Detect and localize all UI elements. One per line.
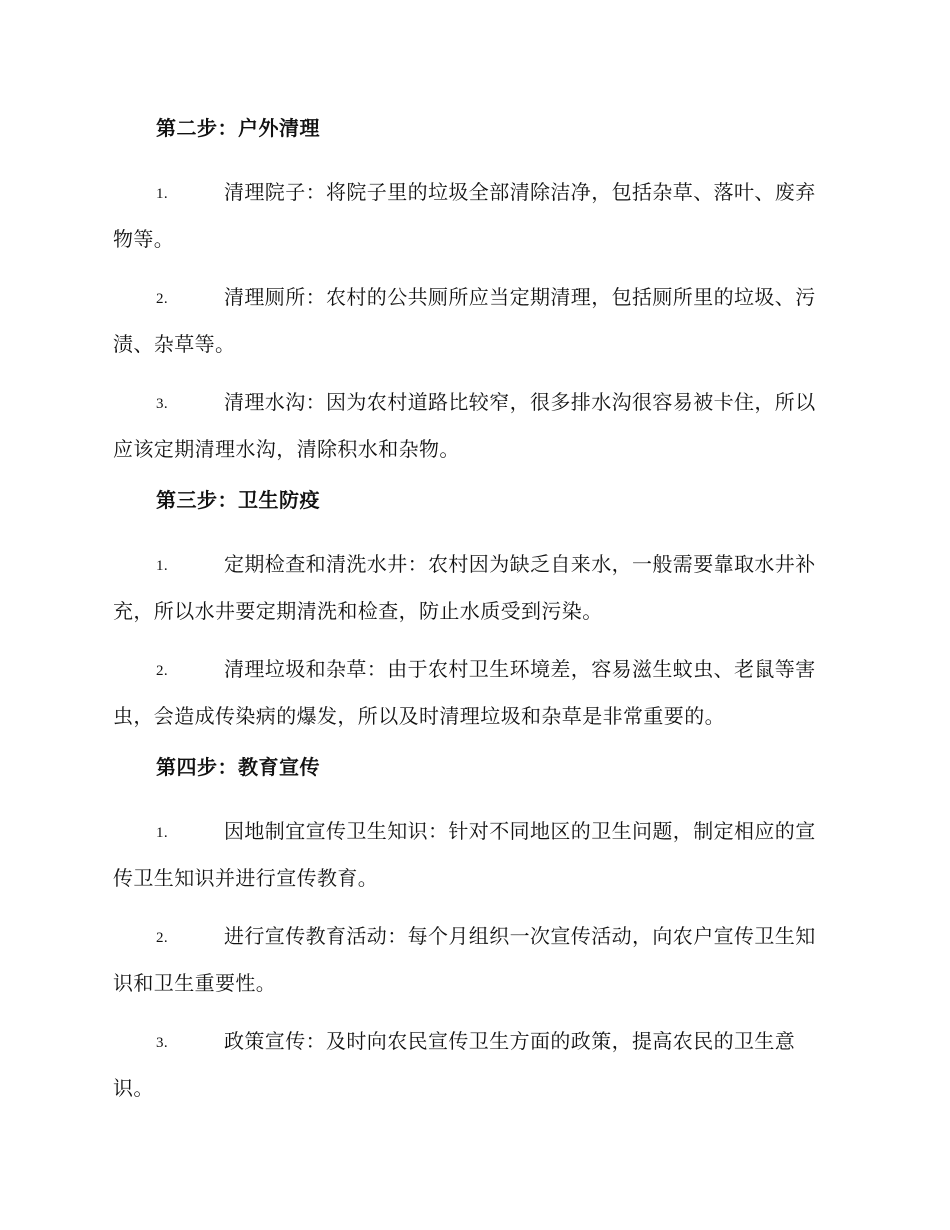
list-item	[113, 542, 835, 634]
list-item-text: 清理院子：将院子里的垃圾全部清除洁净，包括杂草、落叶、废弃物等。	[113, 180, 816, 251]
list-item-number: 2.	[156, 930, 169, 946]
list-item-number: 1.	[156, 186, 169, 202]
list-item-text: 因地制宜宣传卫生知识：针对不同地区的卫生问题，制定相应的宣传卫生知识并进行宣传教育。	[113, 819, 816, 890]
list-item	[113, 914, 835, 1006]
list-item-text: 清理垃圾和杂草：由于农村卫生环境差，容易滋生蚊虫、老鼠等害虫，会造成传染病的爆发，所以及时清理垃圾和杂草是非常重要的。	[113, 657, 816, 728]
list-item	[113, 1019, 835, 1111]
list-item-number: 2.	[156, 663, 169, 679]
list-item	[113, 170, 835, 262]
list-item-number: 1.	[156, 558, 169, 574]
list-item	[113, 275, 835, 367]
list-item	[113, 809, 835, 901]
list-item	[113, 647, 835, 739]
list-item-number: 2.	[156, 291, 169, 307]
list-item-text: 定期检查和清洗水井：农村因为缺乏自来水，一般需要靠取水井补充，所以水井要定期清洗和检查，防止水质受到污染。	[113, 552, 816, 623]
list-item-text: 清理水沟：因为农村道路比较窄，很多排水沟很容易被卡住，所以应该定期清理水沟，清除积水和杂物。	[113, 390, 816, 461]
list-item-text: 进行宣传教育活动：每个月组织一次宣传活动，向农户宣传卫生知识和卫生重要性。	[113, 924, 816, 995]
section-heading-education-publicity: 第四步：教育宣传	[156, 755, 320, 779]
section-heading-sanitation-epidemic-prevention: 第三步：卫生防疫	[156, 488, 320, 512]
list-item-number: 1.	[156, 825, 169, 841]
document-body	[113, 112, 835, 1124]
list-item-number: 3.	[156, 1035, 169, 1051]
section-heading-outdoor-cleaning: 第二步：户外清理	[156, 116, 320, 140]
list-item-number: 3.	[156, 396, 169, 412]
list-item-text: 清理厕所：农村的公共厕所应当定期清理，包括厕所里的垃圾、污渍、杂草等。	[113, 285, 816, 356]
list-item-text: 政策宣传：及时向农民宣传卫生方面的政策，提高农民的卫生意识。	[113, 1029, 796, 1100]
list-item	[113, 380, 835, 472]
